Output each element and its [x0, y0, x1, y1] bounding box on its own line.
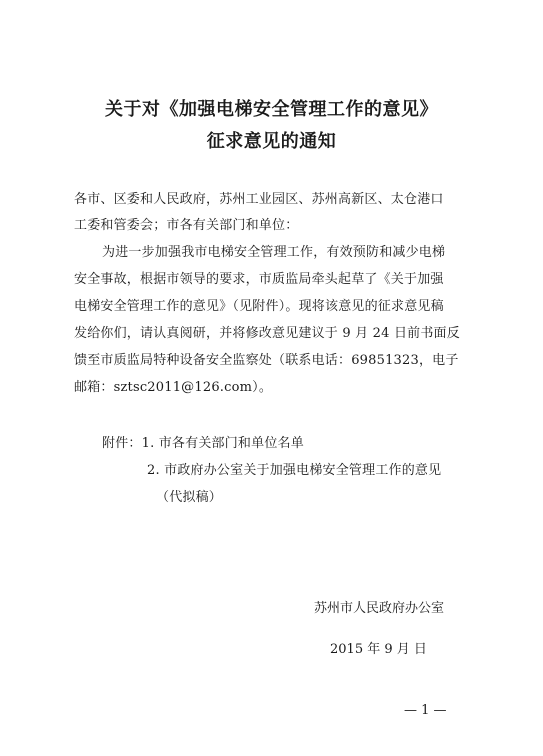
recipients-line-1: 各市、区委和人民政府，苏州工业园区、苏州高新区、太仓港口 — [74, 192, 444, 207]
page-number: — 1 — — [404, 703, 447, 718]
issuer-name: 苏州市人民政府办公室 — [314, 601, 445, 616]
recipients-line-2: 工委和管委会；市各有关部门和单位： — [74, 218, 299, 233]
body-line-6: 邮箱：sztsc2011@126.com）。 — [74, 380, 273, 395]
body-line-3: 电梯安全管理工作的意见》（见附件）。现将该意见的征求意见稿 — [74, 299, 444, 314]
document-title-line-1: 关于对《加强电梯安全管理工作的意见》 — [105, 99, 438, 120]
body-line-5: 馈至市质监局特种设备安全监察处（联系电话：69851323，电子 — [74, 353, 459, 368]
issue-date: 2015 年 9 月 日 — [330, 642, 427, 657]
document-title-line-2: 征求意见的通知 — [206, 131, 337, 152]
body-line-4: 发给你们，请认真阅研，并将修改意见建议于 9 月 24 日前书面反 — [74, 326, 460, 341]
attachment-item-2: 2. 市政府办公室关于加强电梯安全管理工作的意见 — [147, 463, 442, 478]
attachment-item-2-continuation: （代拟稿） — [156, 490, 223, 505]
body-line-2: 安全事故，根据市领导的要求，市质监局牵头起草了《关于加强 — [74, 272, 444, 287]
body-line-1: 为进一步加强我市电梯安全管理工作，有效预防和减少电梯 — [102, 245, 446, 260]
attachment-item-1: 附件：1. 市各有关部门和单位名单 — [102, 436, 304, 451]
